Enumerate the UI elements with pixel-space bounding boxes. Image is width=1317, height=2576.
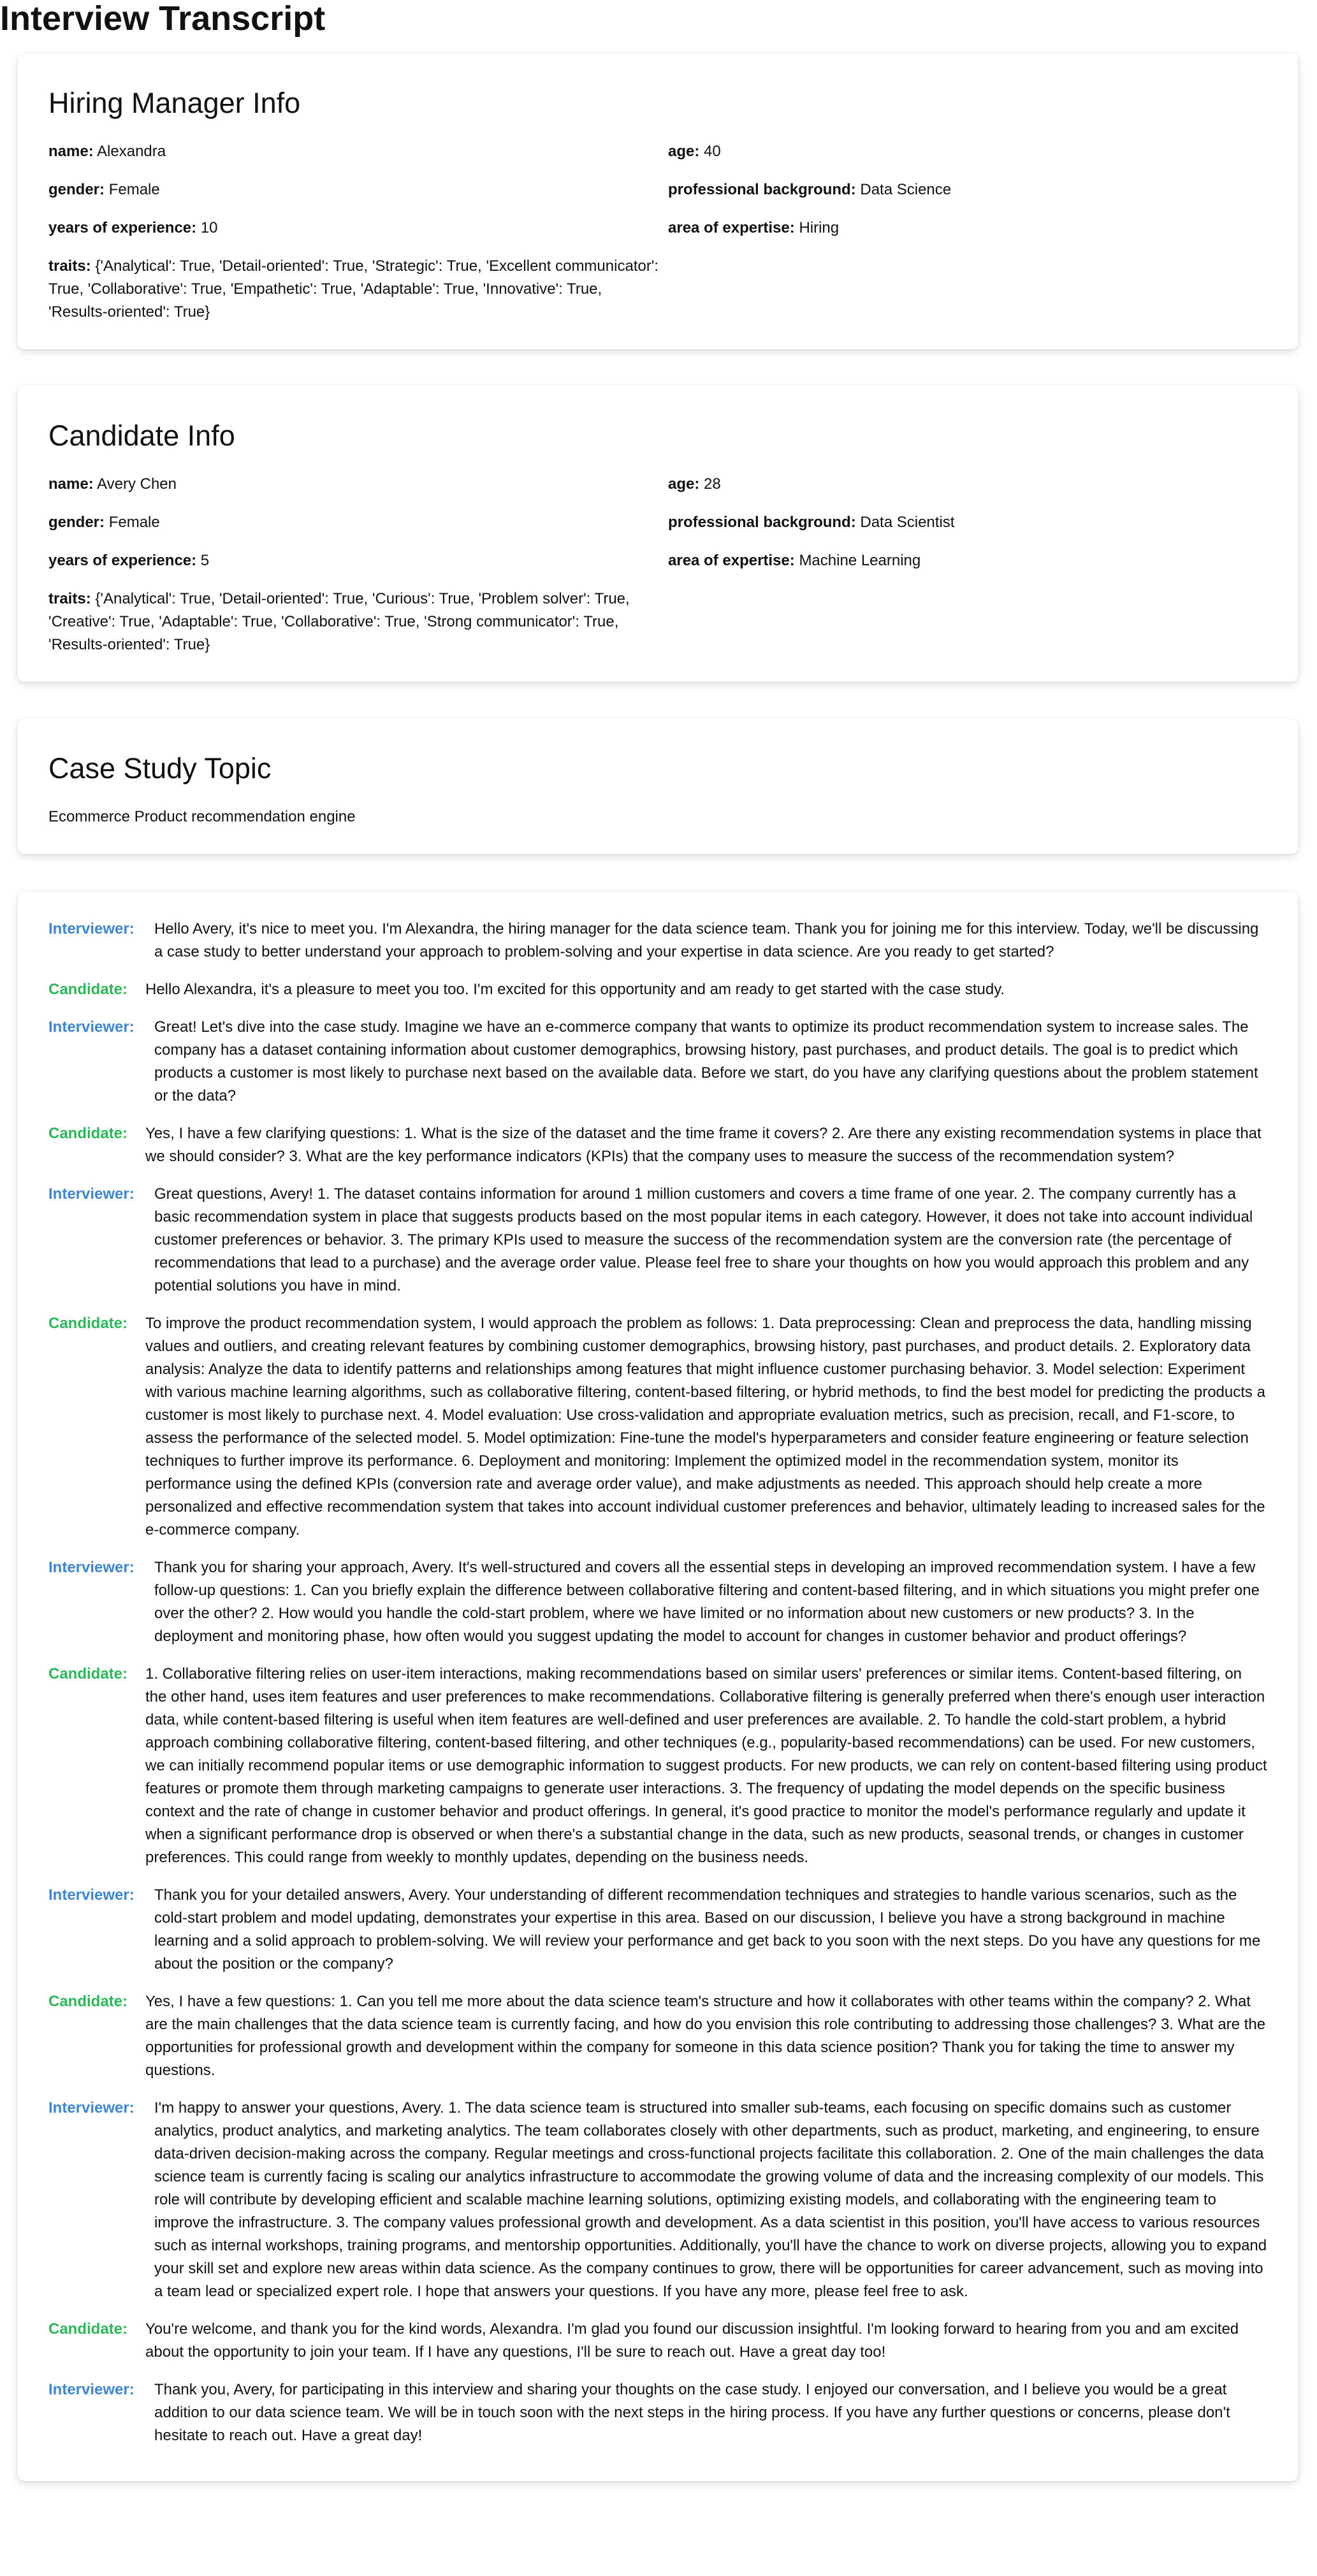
message-text: I'm happy to answer your questions, Avery. 1. The data science team is structured into smaller sub-teams, each focusing on specific domains such as customer analytics, product analytics, and marketing analytics. The team collaborates closely with other departments, such as product, marketing, and engineering, to ensure data-driven decision-making across the company. Regular meetings and cross-functional projects facilitate this collaboration. 2. One of the main challenges the data science team is currently facing is scaling our analytics infrastructure to accommodate the growing volume of data and the increasing complexity of our models. This role will contribute by developing efficient and scalable machine learning solutions, optimizing existing models, and collaborating with the engineering team to improve the infrastructure. 3. The company values professional growth and development. As a data scientist in this position, you'll have access to various resources such as internal workshops, training programs, and mentorship opportunities. Additionally, you'll have the chance to work on diverse projects, allowing you to expand your skill set and explore new areas within data science. As the company continues to grow, there will be opportunities for career advancement, such as moving into a team lead or specialized expert role. I hope that answers your questions. If you have any more, please feel free to ask. (154, 2099, 1267, 2300)
message-text: 1. Collaborative filtering relies on user-item interactions, making recommendations based on similar users' preferences or similar items. Content-based filtering, on the other hand, uses item features and user preferences to make recommendations. Collaborative filtering is generally preferred when there's enough user interaction data, while content-based filtering is useful when item features are well-defined and user preferences are available. 2. To handle the cold-start problem, a hybrid approach combining collaborative filtering, content-based filtering, and other techniques (e.g., popularity-based recommendations) can be used. For new customers, we can initially recommend popular items or use demographic information to suggest products. For new products, we can rely on content-based filtering using product features or promote them through marketing campaigns to generate user interactions. 3. The frequency of updating the model depends on the specific business context and the rate of change in customer behavior and product offerings. In general, it's good practice to monitor the model's performance regularly and update it when a significant performance drop is observed or when there's a substantial change in the data, such as new products, seasonal trends, or changes in customer preferences. This could range from weekly to monthly updates, depending on the business needs. (145, 1665, 1267, 1866)
speaker-interviewer: Interviewer: (48, 2099, 135, 2117)
transcript-list (48, 918, 1267, 2447)
speaker-interviewer: Interviewer: (48, 1886, 135, 1904)
hm-gender-value: Female (108, 181, 160, 198)
hm-name-value: Alexandra (97, 143, 166, 160)
transcript-message (48, 1663, 1267, 1869)
cand-experience-value: 5 (200, 552, 210, 569)
transcript-message (48, 1312, 1267, 1542)
hm-background-field (668, 178, 1274, 201)
hm-gender-label: gender: (48, 181, 105, 198)
transcript-message (48, 1016, 1267, 1108)
message-text: Yes, I have a few questions: 1. Can you tell me more about the data science team's structure and how it collaborates with other teams within the company? 2. What are the main challenges that the data science team is currently facing, and how do you envision this role contributing to addressing those challenges? 3. What are the opportunities for professional growth and development within the company for someone in this data science position? Thank you for taking the time to answer my questions. (145, 1993, 1266, 2079)
cand-expertise-value: Machine Learning (799, 552, 921, 569)
candidate-heading: Candidate Info (48, 419, 235, 452)
message-text: Great questions, Avery! 1. The dataset contains information for around 1 million customers and covers a time frame of one year. 2. The company currently has a basic recommendation system in place that suggests products based on the most popular items in each category. However, it does not take into account individual customer preferences or behavior. 3. The primary KPIs used to measure the success of the recommendation system are the conversion rate (the percentage of recommendations that lead to a purchase) and the average order value. Please feel free to share your thoughts on how you would approach this problem and any potential solutions you have in mind. (154, 1185, 1253, 1294)
case-study-card (18, 719, 1298, 854)
message-text: Yes, I have a few clarifying questions: 1. What is the size of the dataset and the time frame it covers? 2. Are there any existing recommendation systems in place that we should consider? 3. What are the key performance indicators (KPIs) that the company uses to measure the success of the recommendation system? (145, 1125, 1262, 1165)
candidate-fields (48, 473, 1267, 656)
message-text: To improve the product recommendation system, I would approach the problem as follows: 1. Data preprocessing: Clean and preprocess the data, handling missing values and outliers, and creating relevant features by combining customer demographics, browsing history, past purchases, and product details. 2. Exploratory data analysis: Analyze the data to identify patterns and relationships among features that might influence customer purchasing behavior. 3. Model selection: Experiment with various machine learning algorithms, such as collaborative filtering, content-based filtering, or hybrid methods, to find the best model for predicting the products a customer is most likely to purchase next. 4. Model evaluation: Use cross-validation and appropriate evaluation metrics, such as precision, recall, and F1-score, to assess the performance of the selected model. 5. Model optimization: Fine-tune the model's hyperparameters and consider feature engineering or feature selection techniques to further improve its performance. 6. Deployment and monitoring: Implement the optimized model in the recommendation system, monitor its performance using the defined KPIs (conversion rate and average order value), and make adjustments as needed. This approach should help create a more personalized and effective recommendation system that takes into account individual customer preferences and behavior, ultimately leading to increased sales for the e-commerce company. (145, 1315, 1265, 1538)
speaker-interviewer: Interviewer: (48, 1185, 135, 1203)
transcript-message (48, 1556, 1267, 1648)
hiring-manager-fields (48, 140, 1267, 324)
page-title: Interview Transcript (0, 0, 326, 38)
speaker-candidate: Candidate: (48, 981, 128, 998)
cand-traits-field (48, 588, 662, 656)
hiring-manager-card (18, 54, 1298, 349)
message-text: Thank you for sharing your approach, Avery. It's well-structured and covers all the essential steps in developing an improved recommendation system. I have a few follow-up questions: 1. Can you briefly explain the difference between collaborative filtering and content-based filtering, and in which situations you might prefer one over the other? 2. How would you handle the cold-start problem, where we have limited or no information about new customers or new products? 3. In the deployment and monitoring phase, how often would you suggest updating the model to account for changes in customer behavior and product offerings? (154, 1559, 1260, 1645)
hm-traits-field (48, 255, 662, 324)
hm-background-value: Data Science (860, 181, 952, 198)
transcript-message (48, 978, 1267, 1001)
speaker-candidate: Candidate: (48, 1665, 128, 1682)
speaker-interviewer: Interviewer: (48, 2381, 135, 2398)
cand-gender-field (48, 511, 662, 534)
hm-name-label: name: (48, 143, 94, 160)
speaker-candidate: Candidate: (48, 1125, 128, 1142)
message-text: Great! Let's dive into the case study. Imagine we have an e-commerce company that wants to optimize its product recommendation system to increase sales. The company has a dataset containing information about customer demographics, browsing history, past purchases, and product details. The goal is to predict which products a customer is most likely to purchase next based on the available data. Before we start, do you have any clarifying questions about the problem statement or the data? (154, 1018, 1258, 1104)
hm-name-field (48, 140, 662, 163)
message-text: Hello Alexandra, it's a pleasure to meet you too. I'm excited for this opportunity and am ready to get started with the case study. (145, 981, 1005, 998)
hm-gender-field (48, 178, 662, 201)
transcript-message (48, 2097, 1267, 2303)
hm-traits-value: {'Analytical': True, 'Detail-oriented': True, 'Strategic': True, 'Excellent communicator': True, 'Collaborative': True, 'Empathetic': True, 'Adaptable': True, 'Innovative': True, 'Results-oriented': True} (48, 257, 659, 321)
hm-traits-label: traits: (48, 257, 91, 275)
cand-age-field (668, 473, 1274, 496)
cand-traits-value: {'Analytical': True, 'Detail-oriented': True, 'Curious': True, 'Problem solver': True, 'Creative': True, 'Adaptable': True, 'Collaborative': True, 'Strong communicator': True, 'Results-oriented': True} (48, 590, 630, 653)
cand-expertise-label: area of expertise: (668, 552, 795, 569)
cand-name-field (48, 473, 662, 496)
hm-age-label: age: (668, 143, 700, 160)
speaker-candidate: Candidate: (48, 2320, 128, 2338)
hm-experience-value: 10 (200, 219, 218, 236)
transcript-message (48, 1884, 1267, 1976)
transcript-message (48, 2318, 1267, 2364)
candidate-card (18, 386, 1298, 682)
hm-expertise-value: Hiring (799, 219, 840, 236)
cand-expertise-field (668, 549, 1274, 572)
hm-background-label: professional background: (668, 181, 856, 198)
speaker-interviewer: Interviewer: (48, 1559, 135, 1576)
transcript-message (48, 918, 1267, 964)
transcript-message (48, 1122, 1267, 1168)
hm-age-value: 40 (704, 143, 721, 160)
speaker-interviewer: Interviewer: (48, 1018, 135, 1036)
cand-name-value: Avery Chen (97, 475, 177, 493)
message-text: Thank you, Avery, for participating in this interview and sharing your thoughts on the case study. I enjoyed our conversation, and I believe you would be a great addition to our data science team. We will be in touch soon with the next steps in the hiring process. If you have any further questions or concerns, please don't hesitate to reach out. Have a great day! (154, 2381, 1230, 2444)
transcript-card (18, 892, 1298, 2481)
transcript-message (48, 1990, 1267, 2082)
cand-age-label: age: (668, 475, 700, 493)
cand-background-field (668, 511, 1274, 534)
hm-experience-field (48, 217, 662, 240)
hiring-manager-heading: Hiring Manager Info (48, 87, 301, 119)
cand-traits-label: traits: (48, 590, 91, 607)
speaker-candidate: Candidate: (48, 1993, 128, 2010)
speaker-interviewer: Interviewer: (48, 920, 135, 937)
cand-gender-label: gender: (48, 514, 105, 531)
hm-expertise-label: area of expertise: (668, 219, 795, 236)
case-study-text: Ecommerce Product recommendation engine (48, 808, 356, 825)
case-study-heading: Case Study Topic (48, 752, 272, 785)
cand-age-value: 28 (704, 475, 721, 493)
cand-experience-label: years of experience: (48, 552, 197, 569)
hm-expertise-field (668, 217, 1274, 240)
message-text: You're welcome, and thank you for the kind words, Alexandra. I'm glad you found our discussion insightful. I'm looking forward to hearing from you and am excited about the opportunity to join your team. If I have any questions, I'll be sure to reach out. Have a great day too! (145, 2320, 1239, 2361)
speaker-candidate: Candidate: (48, 1315, 128, 1332)
cand-gender-value: Female (108, 514, 160, 531)
hm-experience-label: years of experience: (48, 219, 197, 236)
cand-background-label: professional background: (668, 514, 856, 531)
message-text: Thank you for your detailed answers, Avery. Your understanding of different recommendation techniques and strategies to handle various scenarios, such as the cold-start problem and model updating, demonstrates your expertise in this area. Based on our discussion, I believe you have a strong background in machine learning and a solid approach to problem-solving. We will review your performance and get back to you soon with the next steps. Do you have any questions for me about the position or the company? (154, 1886, 1261, 1972)
transcript-message (48, 1183, 1267, 1298)
cand-experience-field (48, 549, 662, 572)
cand-name-label: name: (48, 475, 94, 493)
hm-age-field (668, 140, 1274, 163)
message-text: Hello Avery, it's nice to meet you. I'm Alexandra, the hiring manager for the data science team. Thank you for joining me for this interview. Today, we'll be discussing a case study to better understand your approach to problem-solving and your expertise in data science. Are you ready to get started? (154, 920, 1259, 960)
cand-background-value: Data Scientist (860, 514, 955, 531)
transcript-message (48, 2378, 1267, 2447)
